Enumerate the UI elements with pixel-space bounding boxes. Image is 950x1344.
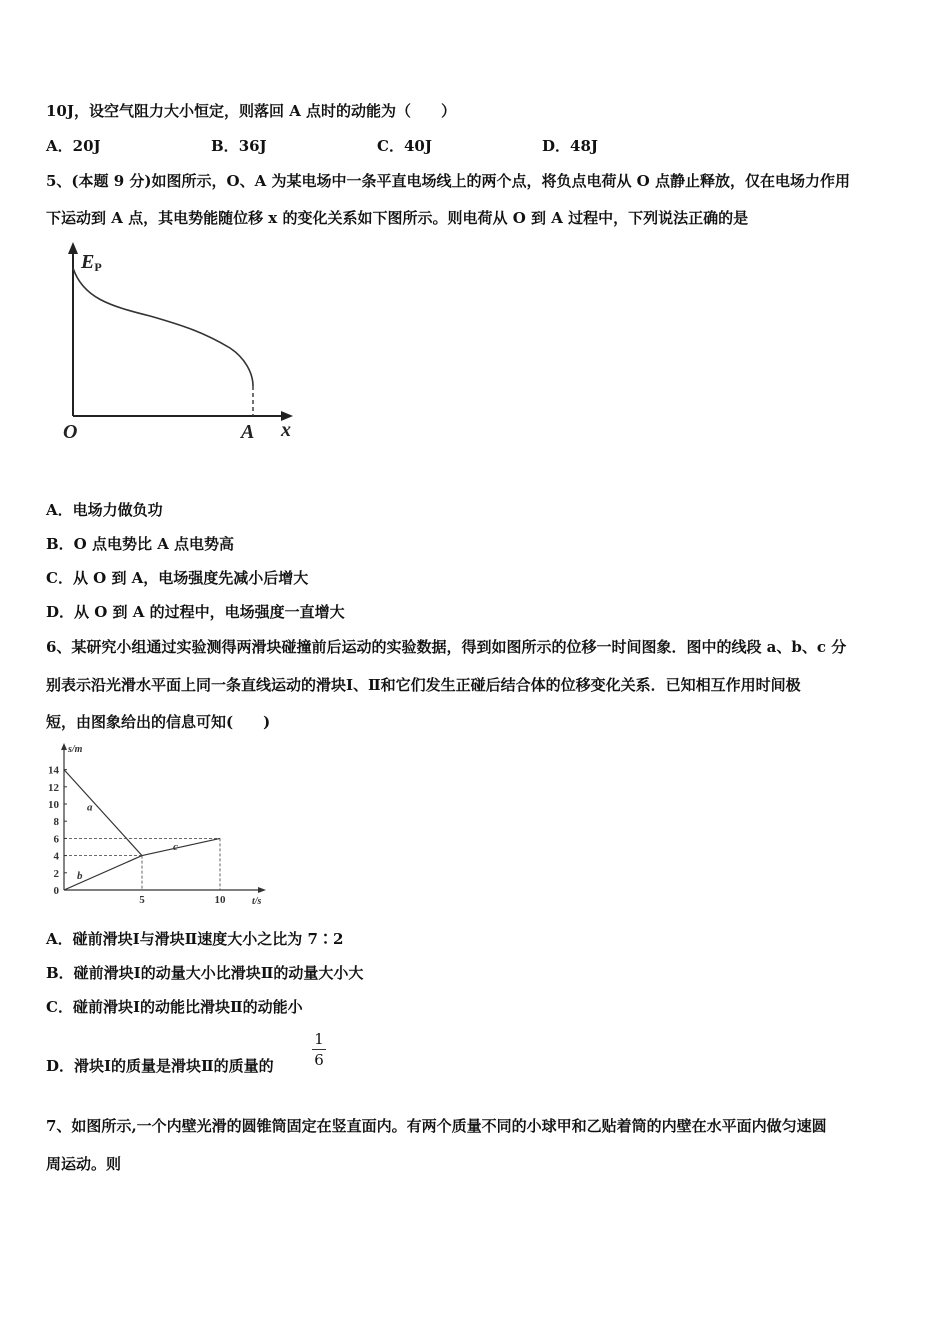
q5-stem-line1: 5、(本题 9 分)如图所示，O、A 为某电场中一条平直电场线上的两个点，将负点电荷从 O 点静止释放，仅在电场力作用	[46, 172, 850, 190]
q6-option-c: C．碰前滑块Ⅰ的动能比滑块Ⅱ的动能小	[46, 998, 303, 1016]
q4-option-b: B．36J	[211, 137, 267, 155]
q6-y-axis-label: s/m	[68, 744, 83, 755]
q5-stem-line2: 下运动到 A 点，其电势能随位移 x 的变化关系如下图所示。则电荷从 O 到 A 过程中，下列说法正确的是	[46, 209, 749, 227]
q5-y-arrow	[68, 242, 78, 254]
q6-fraction-denominator: 6	[314, 1051, 324, 1069]
q6-x-arrow	[258, 887, 266, 893]
q6-y-arrow	[61, 743, 67, 750]
q6-series-c	[142, 838, 220, 855]
q6-y-tick-12: 12	[48, 781, 59, 794]
q5-y-label: EP	[81, 251, 102, 274]
q6-fraction-numerator: 1	[314, 1030, 324, 1048]
q6-series-label-a: a	[87, 801, 93, 814]
q5-x-label: x	[281, 419, 291, 441]
q4-option-c: C．40J	[377, 137, 432, 155]
q6-option-a: A．碰前滑块Ⅰ与滑块Ⅱ速度大小之比为 7∶2	[46, 930, 344, 948]
q6-series-label-b: b	[77, 869, 83, 882]
q6-y-tick-6: 6	[53, 833, 59, 846]
q7-stem-line2: 周运动。则	[46, 1155, 122, 1173]
q6-x-tick-10: 10	[214, 894, 226, 906]
q6-stem-line2: 别表示沿光滑水平面上同一条直线运动的滑块Ⅰ、Ⅱ和它们发生正碰后结合体的位移变化关系．已知相互作用时间极	[46, 676, 801, 694]
q5-ep-graph	[55, 238, 305, 448]
q6-fraction-bar	[312, 1049, 326, 1050]
q6-x-tick-5: 5	[139, 894, 145, 906]
q6-series-label-c: c	[173, 841, 178, 853]
q5-option-a: A．电场力做负功	[46, 501, 163, 519]
q5-y-label-sub: P	[94, 260, 102, 274]
q4-option-a: A．20J	[46, 137, 101, 155]
q4-option-d: D．48J	[542, 137, 598, 155]
q6-y-tick-4: 4	[53, 850, 59, 863]
q6-y-tick-8: 8	[53, 816, 59, 829]
q5-origin-label: O	[63, 421, 78, 443]
q5-option-d: D．从 O 到 A 的过程中，电场强度一直增大	[46, 603, 345, 621]
q6-y-tick-0: 0	[53, 885, 59, 897]
q6-series-b	[64, 856, 142, 890]
q6-y-tick-10: 10	[48, 799, 59, 811]
q6-y-tick-14: 14	[48, 764, 59, 777]
q5-point-a-label: A	[241, 421, 255, 443]
q4-text: 10J，设空气阻力大小恒定，则落回 A 点时的动能为（ ）	[46, 102, 457, 120]
q6-series-a	[64, 770, 142, 856]
q6-y-tick-2: 2	[53, 867, 59, 880]
q6-x-axis-label: t/s	[252, 896, 262, 907]
q6-st-chart	[40, 740, 280, 912]
q5-ep-curve	[73, 268, 253, 386]
q6-stem-line1: 6、某研究小组通过实验测得两滑块碰撞前后运动的实验数据，得到如图所示的位移一时间图象．图中的线段 a、b、c 分	[46, 638, 847, 656]
q5-option-c: C．从 O 到 A，电场强度先减小后增大	[46, 569, 309, 587]
q7-stem-line1: 7、如图所示,一个内壁光滑的圆锥筒固定在竖直面内。有两个质量不同的小球甲和乙贴着筒的内壁在水平面内做匀速圆	[46, 1117, 827, 1135]
q6-option-d: D．滑块Ⅰ的质量是滑块Ⅱ的质量的	[46, 1057, 274, 1075]
q6-stem-line3: 短，由图象给出的信息可知( )	[46, 713, 271, 731]
q6-fraction	[312, 1030, 326, 1069]
q5-option-b: B．O 点电势比 A 点电势高	[46, 535, 235, 553]
q6-option-b: B．碰前滑块Ⅰ的动量大小比滑块Ⅱ的动量大小大	[46, 964, 364, 982]
